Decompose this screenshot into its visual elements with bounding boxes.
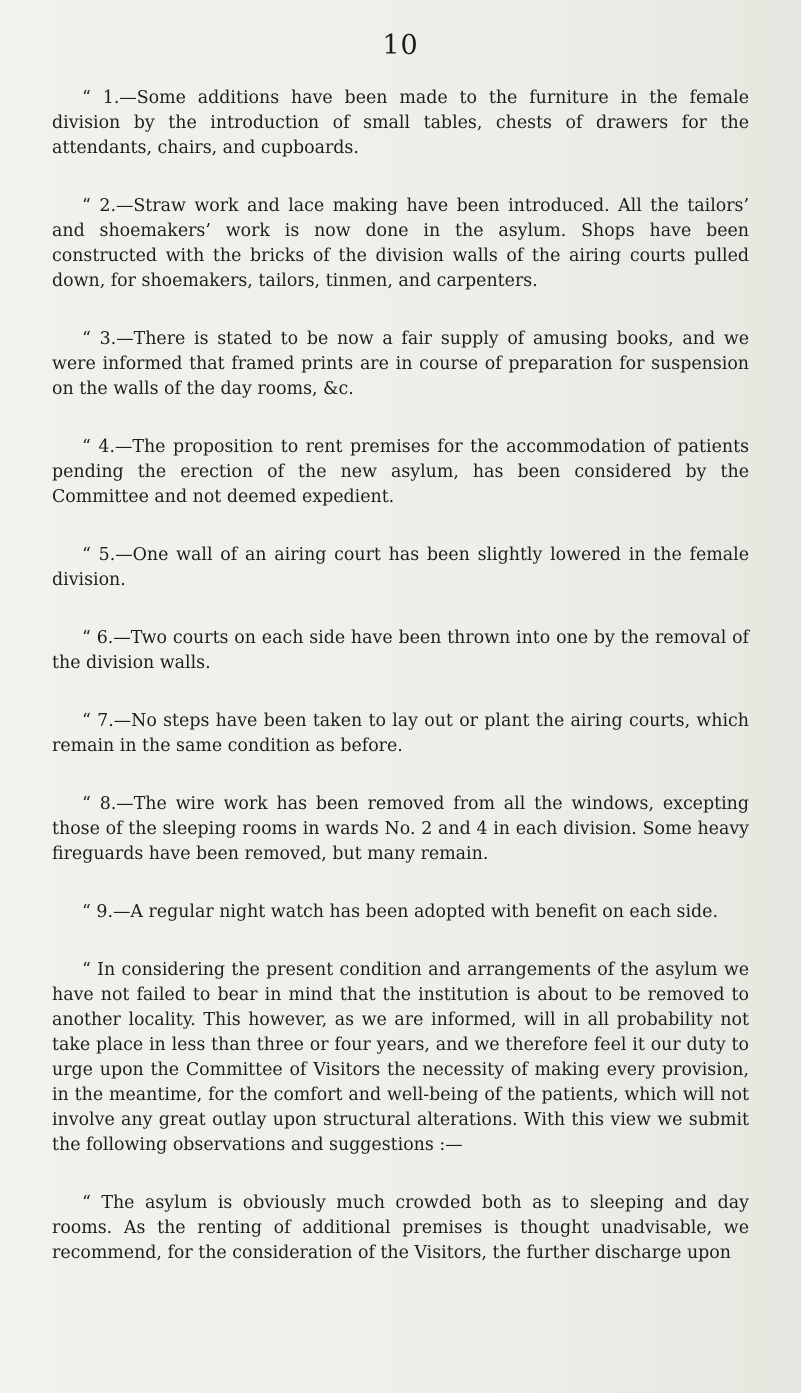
paragraph-item-1: “ 1.—Some additions have been made to the furniture in the female division by the introduction of small tables, chests of drawers for the attendants, chairs, and cupboards. xyxy=(52,88,749,158)
paragraph-item-2: “ 2.—Straw work and lace making have been introduced. All the tailors’ and shoemakers’ work is now done in the asylum. Shops have been constructed with the bricks of the division walls of the airing courts pulled down, for shoemakers, tailors, tinmen, and carpenters. xyxy=(52,196,749,291)
paragraph-item-5: “ 5.—One wall of an airing court has been slightly lowered in the female division. xyxy=(52,545,749,590)
paragraph-item-6: “ 6.—Two courts on each side have been thrown into one by the removal of the division walls. xyxy=(52,628,749,673)
paragraph-item-9: “ 9.—A regular night watch has been adopted with benefit on each side. xyxy=(82,902,718,922)
paragraph-item-8: “ 8.—The wire work has been removed from all the windows, excepting those of the sleeping rooms in wards No. 2 and 4 in each division. Some heavy fireguards have been removed, but many remain. xyxy=(52,794,749,864)
paragraph-considering: “ In considering the present condition and arrangements of the asylum we have not failed to bear in mind that the institution is about to be removed to another locality. This however, as we are informed, will in all probability not take place in less than three or four years, and we therefore feel it our duty to urge upon the Committee of Visitors the necessity of making every provision, in the meantime, for the comfort and well-being of the patients, which will not involve any great outlay upon structural alterations. With this view we submit the following observations and suggestions :— xyxy=(52,960,749,1155)
paragraph-item-4: “ 4.—The proposition to rent premises for the accommodation of patients pending the erection of the new asylum, has been considered by the Committee and not deemed expedient. xyxy=(52,437,749,507)
paragraph-item-7: “ 7.—No steps have been taken to lay out or plant the airing courts, which remain in the same condition as before. xyxy=(52,711,749,756)
paragraph-asylum-crowded: “ The asylum is obviously much crowded both as to sleeping and day rooms. As the renting of additional premises is thought unadvisable, we recommend, for the consideration of the Visitors, the further discharge upon xyxy=(52,1193,749,1263)
paragraph-item-3: “ 3.—There is stated to be now a fair supply of amusing books, and we were informed that framed prints are in course of preparation for suspension on the walls of the day rooms, &c. xyxy=(52,329,749,399)
page-number: 10 xyxy=(382,30,419,61)
